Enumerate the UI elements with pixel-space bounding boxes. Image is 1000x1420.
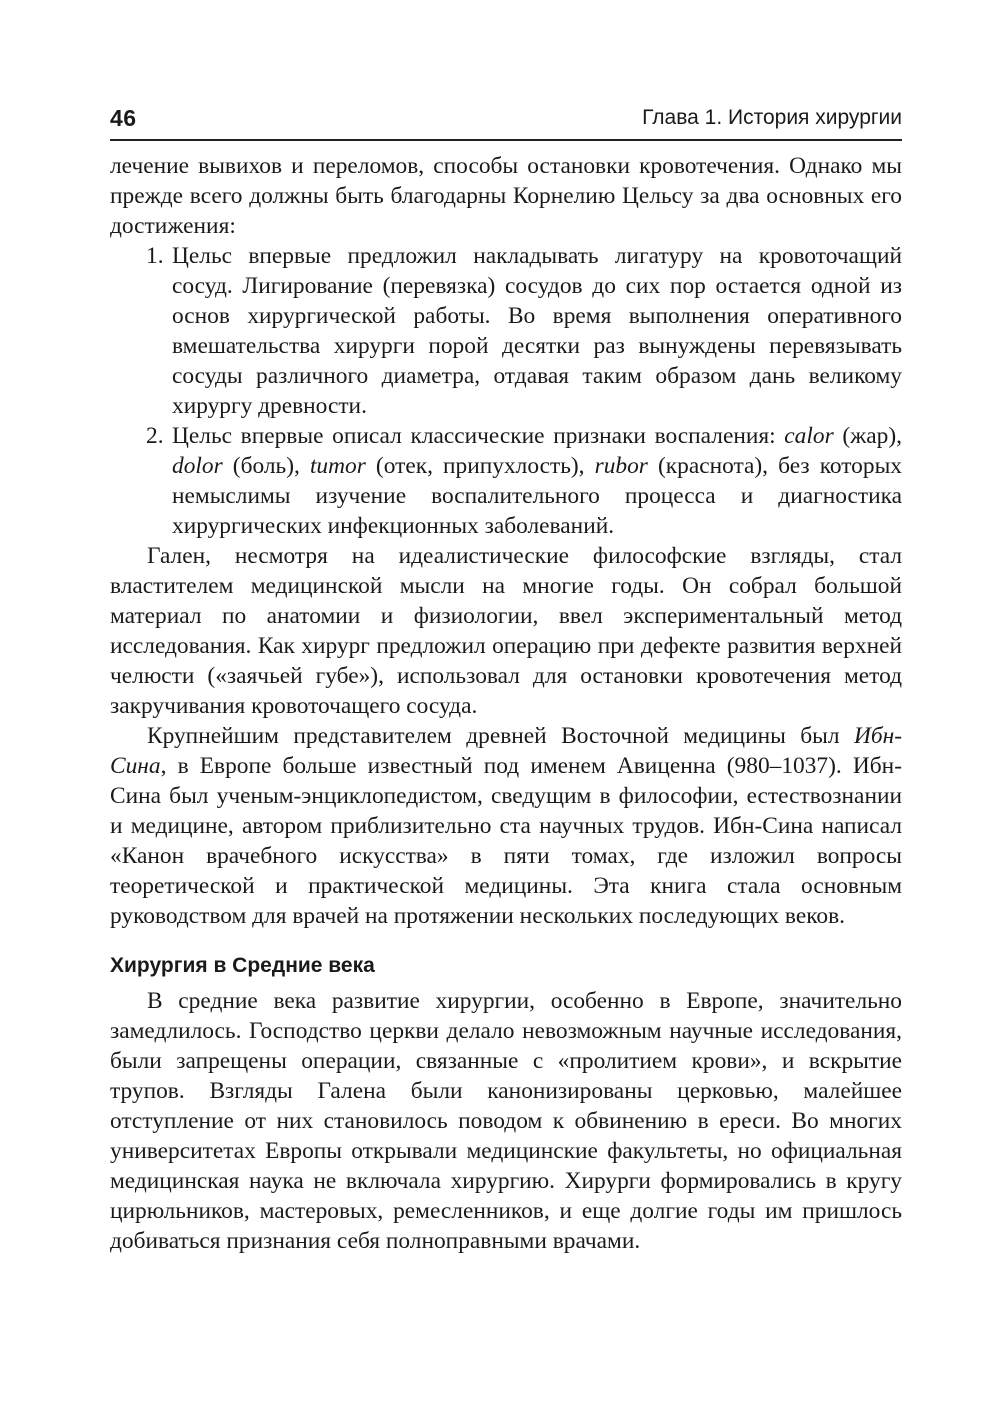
list-item-text: (краснота), без которых немыслимы изучение воспалительного процесса и диагностика хирургических инфекционных заболеваний.	[172, 453, 902, 539]
list-item	[110, 421, 902, 541]
avicenna-paragraph	[110, 721, 902, 931]
list-item-text: (отек, припухлость),	[365, 453, 595, 479]
list-item	[110, 241, 902, 421]
list-item-text: Цельс впервые описал классические признаки воспаления:	[172, 423, 785, 449]
galen-paragraph: Гален, несмотря на идеалистические философские взгляды, стал властителем медицинской мысли на многие годы. Он собрал большой материал по анатомии и физиологии, ввел экспериментальный метод исследования. Как хирург предложил операцию при дефекте развития верхней челюсти («заячьей губе»), использовал для остановки кровотечения метод закручивания кровоточащего сосуда.	[110, 543, 902, 719]
term-rubor: rubor	[594, 453, 648, 479]
list-item-text: Цельс впервые предложил накладывать лигатуру на кровоточащий сосуд. Лигирование (перевязка) сосудов до сих пор остается одной из основ хирургической работы. Во время выполнения оперативного вмешательства хирурги порой десятки раз вынуждены перевязывать сосуды различного диаметра, отдавая таким образом дань великому хирургу древности.	[172, 243, 902, 419]
list-item-number: 2.	[146, 423, 164, 449]
page-body	[110, 151, 902, 1256]
achievements-list	[110, 241, 902, 541]
paragraph-text: , в Европе больше известный под именем Авиценна (980–1037). Ибн-Сина был ученым-энциклопедистом, сведущим в философии, естествознании и медицине, автором приблизительно ста научных трудов. Ибн-Сина написал «Канон врачебного искусства» в пяти томах, где изложил вопросы теоретической и практической медицины. Эта книга стала основным руководством для врачей на протяжении нескольких последующих веков.	[110, 753, 902, 929]
term-calor: calor	[784, 423, 834, 449]
middle-ages-paragraph: В средние века развитие хирургии, особенно в Европе, значительно замедлилось. Господство церкви делало невозможным научные исследования, были запрещены операции, связанные с «пролитием крови», и вскрытие трупов. Взгляды Галена были канонизированы церковью, малейшее отступление от них становилось поводом к обвинению в ереси. Во многих университетах Европы открывали медицинские факультеты, но официальная медицинская наука не включала хирургию. Хирурги формировались в кругу цирюльников, мастеровых, ремесленников, и еще долгие годы им пришлось добиваться признания себя полноправными врачами.	[110, 988, 902, 1254]
intro-paragraph: лечение вывихов и переломов, способы остановки кровотечения. Однако мы прежде всего должны быть благодарны Корнелию Цельсу за два основных его достижения:	[110, 153, 902, 239]
section-heading: Хирургия в Средние века	[110, 954, 375, 977]
page-number: 46	[110, 105, 137, 131]
list-item-text: (боль),	[222, 453, 310, 479]
page-header	[110, 103, 902, 141]
running-title: Глава 1. История хирургии	[642, 106, 902, 129]
term-tumor: tumor	[309, 453, 366, 479]
term-dolor: dolor	[172, 453, 223, 479]
paragraph-text: Крупнейшим представителем древней Восточной медицины был	[147, 723, 854, 749]
list-item-number: 1.	[146, 243, 164, 269]
name-ibn-sina: Ибн-Сина	[110, 723, 902, 779]
list-item-text: (жар),	[833, 423, 903, 449]
